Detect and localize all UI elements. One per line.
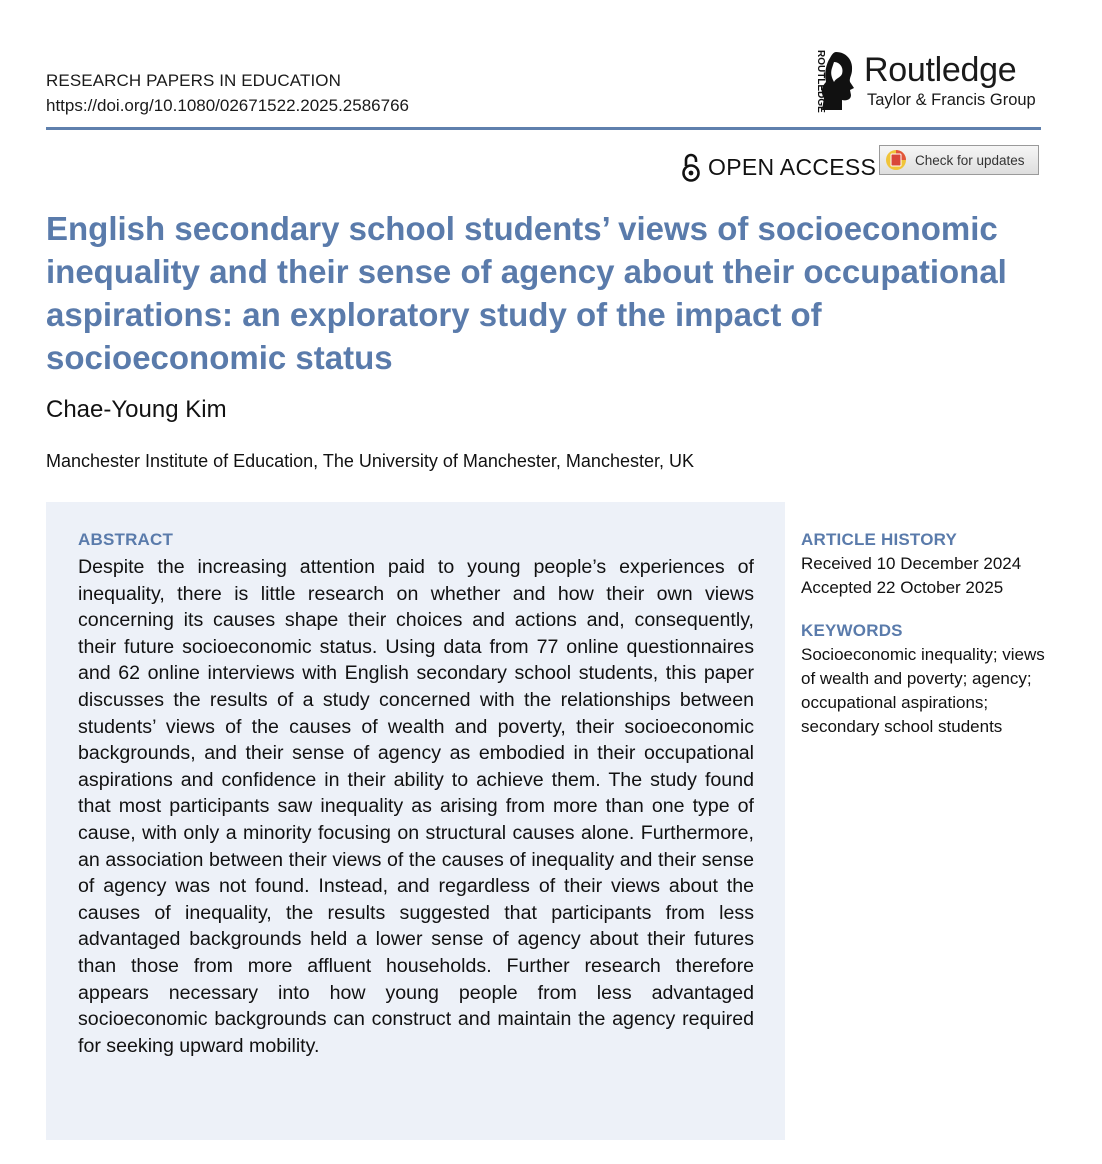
open-lock-icon	[680, 152, 702, 182]
routledge-head-icon	[806, 48, 856, 114]
accepted-date: Accepted 22 October 2025	[801, 578, 1004, 597]
open-access-label: OPEN ACCESS	[708, 153, 877, 180]
article-history-heading: ARTICLE HISTORY	[801, 530, 958, 549]
publisher-name: Routledge	[864, 51, 1017, 89]
journal-name: RESEARCH PAPERS IN EDUCATION	[46, 71, 341, 90]
author-affiliation: Manchester Institute of Education, The University of Manchester, Manchester, UK	[46, 451, 694, 471]
logo-wordmark: ROUTLEDGE	[815, 50, 826, 113]
crossmark-icon	[885, 149, 907, 171]
received-date: Received 10 December 2024	[801, 554, 1022, 573]
check-for-updates-button[interactable]	[879, 145, 1039, 175]
abstract-heading: ABSTRACT	[78, 530, 174, 549]
keywords-heading: KEYWORDS	[801, 621, 903, 640]
check-for-updates-label: Check for updates	[915, 152, 1025, 168]
keywords-list: Socioeconomic inequality; views of wealth and poverty; agency; occupational aspirations; secondary school students	[801, 645, 1045, 736]
abstract-panel	[46, 502, 785, 1140]
keywords-section	[801, 621, 1051, 739]
header-rule	[46, 127, 1041, 130]
publisher-group: Taylor & Francis Group	[867, 91, 1036, 109]
article-title: English secondary school students’ views of socioeconomic inequality and their sense of agency about their occupational aspirations: an exploratory study of the impact of socioeconomic status	[46, 210, 1007, 376]
open-access-badge	[680, 151, 876, 183]
author-name: Chae-Young Kim	[46, 396, 227, 423]
article-history	[801, 530, 1051, 600]
routledge-logo	[806, 48, 1046, 114]
doi-link[interactable]: https://doi.org/10.1080/02671522.2025.2586766	[46, 96, 409, 115]
abstract-text: Despite the increasing attention paid to young people’s experiences of inequality, there is little research on whether and how their own views concerning its causes shape their choices and actions and, consequently, their future socioeconomic status. Using data from 77 online questionnaires and 62 online interviews with English secondary school students, this paper discusses the results of a study concerned with the relationships between students’ views of the causes of wealth and poverty, their socioeconomic backgrounds, and their sense of agency as embodied in their occupational aspirations and confidence in their ability to achieve them. The study found that most participants saw inequality as arising from more than one type of cause, with only a minority focusing on structural causes alone. Furthermore, an association between their views of the causes of inequality and their sense of agency was not found. Instead, and regardless of their views about the causes of inequality, the results suggested that participants from less advantaged backgrounds held a lower sense of agency about their futures than those from more affluent households. Further research therefore appears necessary into how young people from less advantaged socioeconomic backgrounds can construct and maintain the agency required for seeking upward mobility.	[78, 556, 754, 1057]
